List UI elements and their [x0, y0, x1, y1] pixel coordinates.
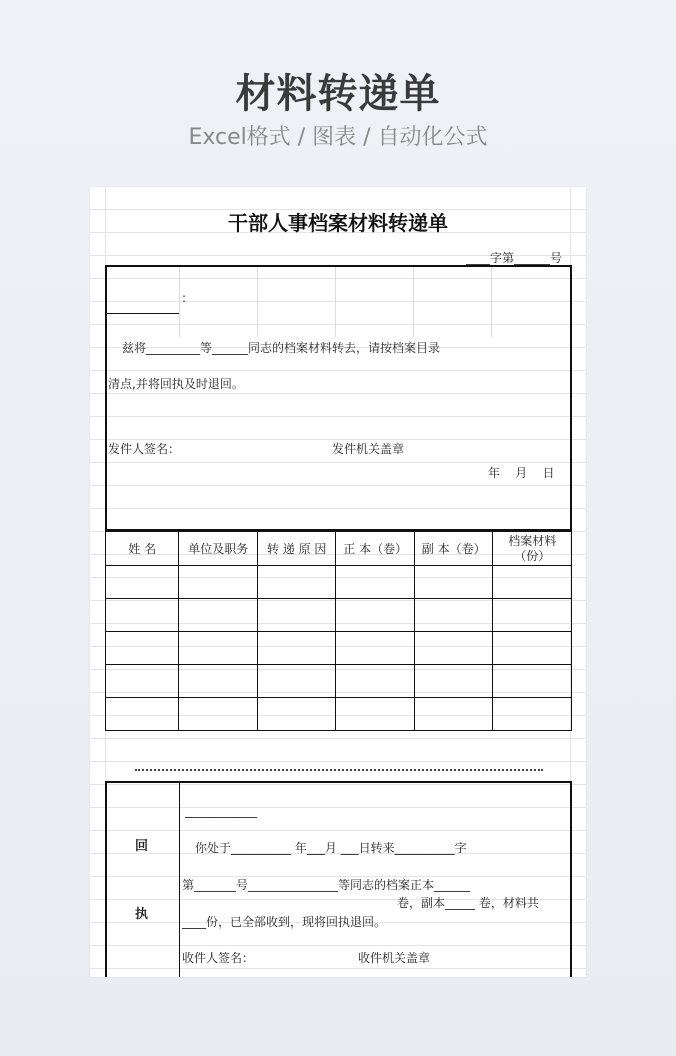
table-cell[interactable]: [179, 698, 258, 731]
transfer-table: [105, 531, 572, 731]
table-cell[interactable]: [257, 632, 336, 665]
table-cell[interactable]: [106, 698, 179, 731]
table-cell[interactable]: [414, 599, 493, 632]
table-cell[interactable]: [414, 566, 493, 599]
header-transfer-reason: 转 递 原 因: [257, 532, 336, 566]
receiver-signature-label: 收件人签名：: [182, 951, 255, 965]
table-cell[interactable]: [106, 566, 179, 599]
table-cell[interactable]: [257, 698, 336, 731]
receipt-top-border: [105, 781, 572, 783]
table-row: [106, 599, 572, 632]
table-cell[interactable]: [493, 566, 572, 599]
table-cell[interactable]: [179, 566, 258, 599]
sender-seal-label: 发件机关盖章: [332, 442, 405, 456]
table-cell[interactable]: [336, 665, 415, 698]
header-original-volumes: 正 本（卷）: [336, 532, 415, 566]
cut-line: [135, 769, 543, 771]
table-cell[interactable]: [336, 632, 415, 665]
transfer-notice-frame: [105, 265, 572, 531]
table-cell[interactable]: [493, 665, 572, 698]
receipt-line-3: 卷，副本_____ 卷，材料共: [397, 896, 539, 910]
header-name: 姓 名: [106, 532, 179, 566]
table-cell[interactable]: [257, 566, 336, 599]
form-title: 干部人事档案材料转递单: [228, 211, 448, 235]
table-row: [106, 566, 572, 599]
table-cell[interactable]: [414, 632, 493, 665]
receipt-label-1: 回: [135, 839, 149, 854]
table-cell[interactable]: [179, 665, 258, 698]
table-cell[interactable]: [414, 665, 493, 698]
reference-number-line: ____字第______号: [466, 251, 563, 265]
receipt-line-4: ____份，已全部收到，现将回执退回。: [182, 915, 387, 929]
spreadsheet-preview: [90, 187, 586, 977]
table-cell[interactable]: [336, 698, 415, 731]
banner-title: 材料转递单: [235, 71, 441, 117]
recipient-colon: :: [182, 291, 187, 305]
table-cell[interactable]: [414, 698, 493, 731]
table-row: [106, 632, 572, 665]
banner-subtitle: Excel格式 / 图表 / 自动化公式: [188, 125, 488, 150]
table-cell[interactable]: [493, 599, 572, 632]
table-cell[interactable]: [106, 665, 179, 698]
table-cell[interactable]: [336, 599, 415, 632]
receipt-line-0: ____________: [185, 804, 257, 818]
recipient-blank-line: [107, 313, 179, 314]
receipt-line-2: 第_______号_______________等同志的档案正本______: [182, 878, 471, 892]
table-cell[interactable]: [493, 698, 572, 731]
table-cell[interactable]: [493, 632, 572, 665]
header-copy-volumes: 副 本（卷）: [414, 532, 493, 566]
receipt-divider: [179, 781, 180, 977]
table-cell[interactable]: [106, 599, 179, 632]
table-cell[interactable]: [257, 665, 336, 698]
table-row: [106, 665, 572, 698]
table-header-row: [106, 532, 572, 566]
table-row: [106, 698, 572, 731]
table-cell[interactable]: [336, 566, 415, 599]
header-unit-position: 单位及职务: [179, 532, 258, 566]
receipt-right-border: [570, 781, 572, 977]
receiver-seal-label: 收件机关盖章: [358, 951, 431, 965]
table-cell[interactable]: [106, 632, 179, 665]
header-file-materials: [493, 532, 572, 566]
table-cell[interactable]: [179, 599, 258, 632]
header-file-materials-line2: （份）: [514, 548, 551, 563]
notice-paragraph-1: 兹将_________等______同志的档案材料转去，请按档案目录: [122, 341, 441, 355]
table-cell[interactable]: [179, 632, 258, 665]
receipt-left-border: [105, 781, 107, 977]
notice-paragraph-2: 清点,并将回执及时退回。: [108, 377, 244, 391]
receipt-label-2: 执: [135, 907, 149, 922]
receipt-line-1: 你处于__________ 年___月 ___日转来__________字: [195, 841, 467, 855]
header-file-materials-line1: 档案材料: [508, 533, 557, 548]
date-line: 年 月 日: [488, 466, 555, 480]
table-cell[interactable]: [257, 599, 336, 632]
sender-signature-label: 发件人签名：: [108, 442, 181, 456]
